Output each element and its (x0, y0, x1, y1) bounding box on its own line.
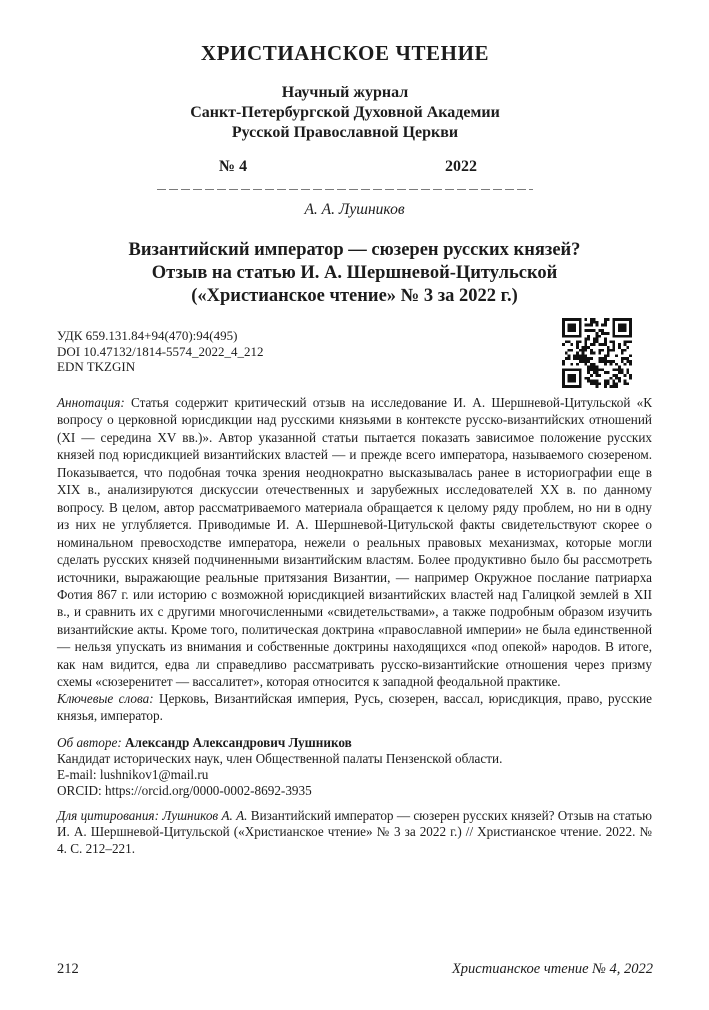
journal-subtitle-line-1: Научный журнал (281, 84, 409, 101)
journal-subtitle-line-3: Русской Православной Церкви (231, 124, 459, 141)
journal-title: ХРИСТИАНСКОЕ ЧТЕНИЕ (200, 41, 490, 65)
abstract-text: Статья содержит критический отзыв на исследование И. А. Шершневой-Цитульской «К вопросу о церковной юрисдикции над русскими князьями в контексте русско-византийских отношений (XI — середина XV вв.)». Автор указанной статьи пытается показать зависимое положение русских князей под юрисдикцией византийских властей — и прежде всего императора, называемого сюзереном. Показывается, что подобная точка зрения неоднократно высказывалась ранее в историографии еще в XIX в., анализируются дискуссии отечественных и зарубежных исследователей XX в. по данному вопросу. В целом, автор рассматриваемого материала обращается к целому ряду проблем, но ни в одну из них не углубляется. Приводимые И. А. Шершневой-Цитульской факты свидетельствуют скорее о номинальном превосходстве императора, нежели о реальных правовых механизмах, которые могли сделать русских князей подчиненными византийским властям. Более продуктивно было бы рассмотреть источники, выражающие реальные притязания Византии, — например Окружное послание патриарха Фотия 867 г. или историю с возможной юрисдикцией византийских властей над Галицкой землей в XII в., и сравнить их с другими многочисленными «свидетельствами», а также подробным образом изучить византийские акты. Кроме того, политическая доктрина «православной империи» не была единственной — нельзя упускать из внимания и собственные доктрины находящихся «под опекой» народов. В итоге, как нам видится, едва ли справедливо рассматривать русско-византийские отношения через призму схемы «сюзеренитет — вассалитет», которая относится к западной феодальной практике. (57, 395, 652, 690)
doi-line: DOI 10.47132/1814-5574_2022_4_212 (57, 343, 264, 359)
citation-paragraph (57, 808, 652, 857)
citation-authors: Лушников А. А. (162, 808, 248, 823)
article-title-line-3: («Христианское чтение» № 3 за 2022 г.) (191, 286, 518, 306)
udc-line: УДК 659.131.84+94(470):94(495) (57, 328, 238, 343)
issue-row (157, 158, 533, 176)
edn-line: EDN TKZGIN (57, 359, 136, 375)
citation-text: Византийский император — сюзерен русских князей? Отзыв на статью И. А. Шершневой-Цитульской («Христианское чтение» № 3 за 2022 г.) // Христианское чтение. 2022. № 4. С. 212–221. (57, 808, 652, 856)
keywords-label: Ключевые слова: (57, 691, 154, 706)
page-number: 212 (57, 961, 79, 977)
abstract-label: Аннотация: (57, 395, 125, 410)
about-author-orcid: ORCID: https://orcid.org/0000-0002-8692-3935 (57, 782, 312, 798)
abstract-paragraph (57, 394, 652, 691)
journal-subtitle (0, 83, 690, 143)
article-meta (57, 328, 264, 375)
divider-line (157, 189, 533, 190)
article-author: А. А. Лушников (304, 201, 405, 218)
keywords-paragraph (57, 690, 652, 724)
article-title (0, 239, 709, 308)
about-author-label: Об авторе: (57, 735, 122, 750)
article-title-line-2: Отзыв на статью И. А. Шершневой-Цитульской (151, 263, 558, 283)
about-author-name: Александр Александрович Лушников (125, 735, 352, 750)
issue-number: № 4 (219, 158, 248, 175)
footer-journal-ref: Христианское чтение № 4, 2022 (451, 961, 653, 977)
about-author-block (57, 735, 652, 799)
about-author-bio: Кандидат исторических наук, член Общественной палаты Пензенской области. (57, 750, 503, 766)
issue-year: 2022 (445, 158, 477, 175)
citation-label: Для цитирования: (57, 808, 159, 823)
qr-code-icon (562, 318, 632, 388)
keywords-text: Церковь, Византийская империя, Русь, сюзерен, вассал, юрисдикция, право, русские князья, император. (57, 691, 653, 724)
about-author-email: E-mail: lushnikov1@mail.ru (57, 766, 209, 782)
article-title-line-1: Византийский император — сюзерен русских князей? (128, 240, 581, 260)
journal-subtitle-line-2: Санкт-Петербургской Духовной Академии (190, 104, 500, 121)
page-footer (57, 961, 653, 978)
